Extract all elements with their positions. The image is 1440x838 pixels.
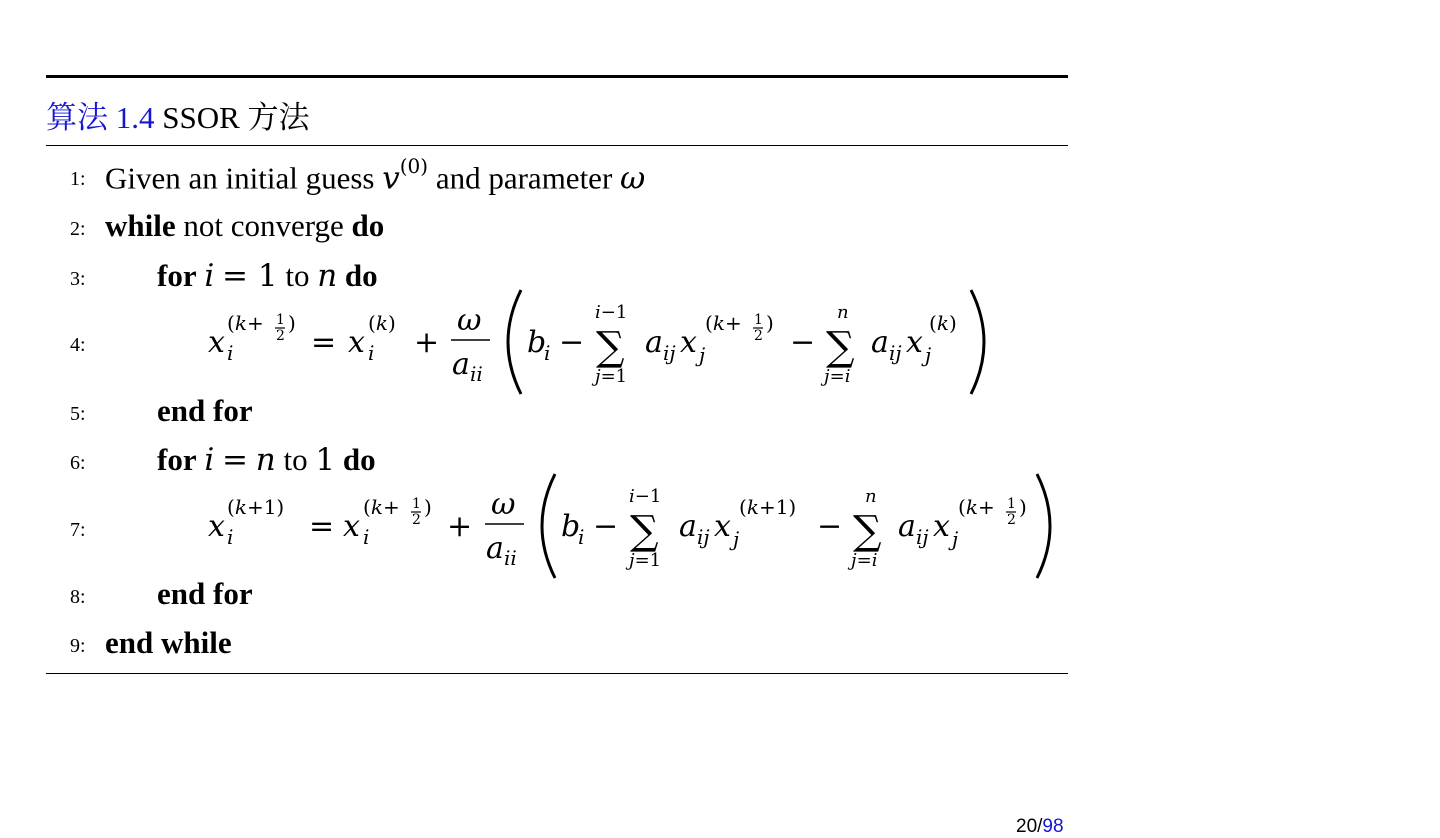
- svg-text:b: b: [527, 325, 547, 360]
- line-number: 9:: [70, 635, 86, 657]
- svg-text:ij: ij: [697, 525, 710, 549]
- formula-backward-sweep: [205, 472, 1065, 580]
- line-number: 8:: [70, 586, 86, 608]
- rule-top: [46, 75, 1068, 78]
- svg-text:): ): [424, 495, 432, 519]
- svg-text:i: i: [368, 341, 375, 365]
- svg-text:+: +: [447, 509, 473, 544]
- svg-text:−: −: [559, 325, 585, 360]
- svg-text:(k+: (k+: [363, 495, 400, 519]
- svg-text:2: 2: [276, 328, 285, 344]
- svg-text:n: n: [837, 302, 849, 323]
- svg-text:j: j: [699, 343, 706, 367]
- algo-line-9: [0, 621, 1100, 665]
- line-number: 6:: [70, 452, 86, 474]
- page-current: 20: [1016, 816, 1038, 837]
- svg-text:a: a: [871, 325, 889, 360]
- line-number: 3:: [70, 268, 86, 290]
- svg-text:j=1: j=1: [629, 550, 662, 571]
- rule-bottom: [46, 673, 1068, 674]
- svg-text:): ): [1019, 495, 1027, 519]
- line-number: 7:: [70, 519, 86, 541]
- svg-text:(k+: (k+: [705, 311, 742, 335]
- svg-text:+: +: [414, 325, 440, 360]
- svg-text:1: 1: [412, 496, 421, 512]
- svg-text:x: x: [343, 509, 360, 544]
- svg-text:x: x: [906, 325, 923, 360]
- svg-text:i: i: [227, 341, 234, 365]
- svg-text:(k+: (k+: [227, 311, 264, 335]
- svg-text:j: j: [733, 527, 740, 551]
- svg-text:−: −: [817, 509, 843, 544]
- line-number: 1:: [70, 168, 86, 190]
- svg-text:x: x: [933, 509, 950, 544]
- page-separator: /: [1037, 816, 1043, 837]
- svg-text:j=i: j=i: [824, 366, 851, 387]
- algo-line-8: [0, 572, 1100, 616]
- line-number: 2:: [70, 218, 86, 240]
- line-text: for i = n to 1 do: [157, 442, 376, 478]
- algo-line-5: [0, 389, 1100, 433]
- svg-text:j=1: j=1: [595, 366, 628, 387]
- svg-text:1: 1: [754, 312, 763, 328]
- svg-text:i: i: [544, 341, 551, 365]
- svg-text:ij: ij: [663, 341, 676, 365]
- svg-text:a: a: [898, 509, 916, 544]
- svg-text:x: x: [714, 509, 731, 544]
- svg-text:(k): (k): [368, 311, 396, 335]
- line-text: end for: [157, 393, 253, 428]
- svg-text:i−1: i−1: [629, 486, 662, 507]
- svg-text:=: =: [311, 325, 337, 360]
- rule-mid: [46, 145, 1068, 146]
- svg-text:a: a: [452, 347, 470, 382]
- svg-text:x: x: [208, 509, 225, 544]
- svg-text:ii: ii: [470, 362, 483, 386]
- line-text: while not converge do: [105, 208, 385, 243]
- svg-text:∑: ∑: [826, 324, 855, 370]
- svg-text:∑: ∑: [630, 508, 659, 554]
- svg-text:1: 1: [276, 312, 285, 328]
- svg-text:): ): [766, 311, 774, 335]
- line-text: for i = 1 to n do: [157, 258, 378, 294]
- svg-text:x: x: [208, 325, 225, 360]
- algorithm-title: SSOR 方法: [162, 100, 310, 135]
- svg-text:−: −: [790, 325, 816, 360]
- svg-text:(k+1): (k+1): [739, 495, 797, 519]
- svg-text:2: 2: [754, 328, 763, 344]
- formula-forward-sweep: [205, 288, 1005, 396]
- svg-text:i: i: [227, 525, 234, 549]
- svg-text:i−1: i−1: [595, 302, 628, 323]
- algo-line-2: [0, 204, 1100, 248]
- algorithm-caption: [46, 98, 310, 138]
- svg-text:(k+1): (k+1): [227, 495, 285, 519]
- svg-text:∑: ∑: [596, 324, 625, 370]
- svg-text:ω: ω: [491, 487, 516, 522]
- svg-text:b: b: [561, 509, 581, 544]
- line-number: 5:: [70, 403, 86, 425]
- svg-text:ij: ij: [916, 525, 929, 549]
- svg-text:a: a: [679, 509, 697, 544]
- svg-text:∑: ∑: [853, 508, 882, 554]
- svg-text:2: 2: [412, 512, 421, 528]
- page-number: [1016, 816, 1064, 838]
- svg-text:x: x: [680, 325, 697, 360]
- svg-text:j: j: [952, 527, 959, 551]
- svg-text:ij: ij: [889, 341, 902, 365]
- svg-text:): ): [288, 311, 296, 335]
- line-text: end for: [157, 576, 253, 611]
- svg-text:j: j: [925, 343, 932, 367]
- svg-text:a: a: [486, 531, 504, 566]
- line-text: end while: [105, 625, 232, 660]
- line-number: 4:: [70, 334, 86, 356]
- svg-text:=: =: [309, 509, 335, 544]
- page-total-link[interactable]: 98: [1042, 816, 1064, 837]
- svg-text:j=i: j=i: [851, 550, 878, 571]
- svg-text:(k): (k): [929, 311, 957, 335]
- svg-text:x: x: [348, 325, 365, 360]
- algorithm-label[interactable]: 算法 1.4: [46, 100, 155, 135]
- svg-text:n: n: [865, 486, 877, 507]
- svg-text:ii: ii: [504, 546, 517, 570]
- svg-text:1: 1: [1007, 496, 1016, 512]
- svg-text:i: i: [363, 525, 370, 549]
- svg-text:a: a: [645, 325, 663, 360]
- line-text: Given an initial guess $v^{(0)}$ and parameter ω: [105, 154, 646, 197]
- svg-text:−: −: [593, 509, 619, 544]
- algo-line-1: [0, 154, 1100, 198]
- svg-text:i: i: [578, 525, 585, 549]
- svg-text:ω: ω: [457, 303, 482, 338]
- svg-text:2: 2: [1007, 512, 1016, 528]
- svg-text:(k+: (k+: [958, 495, 995, 519]
